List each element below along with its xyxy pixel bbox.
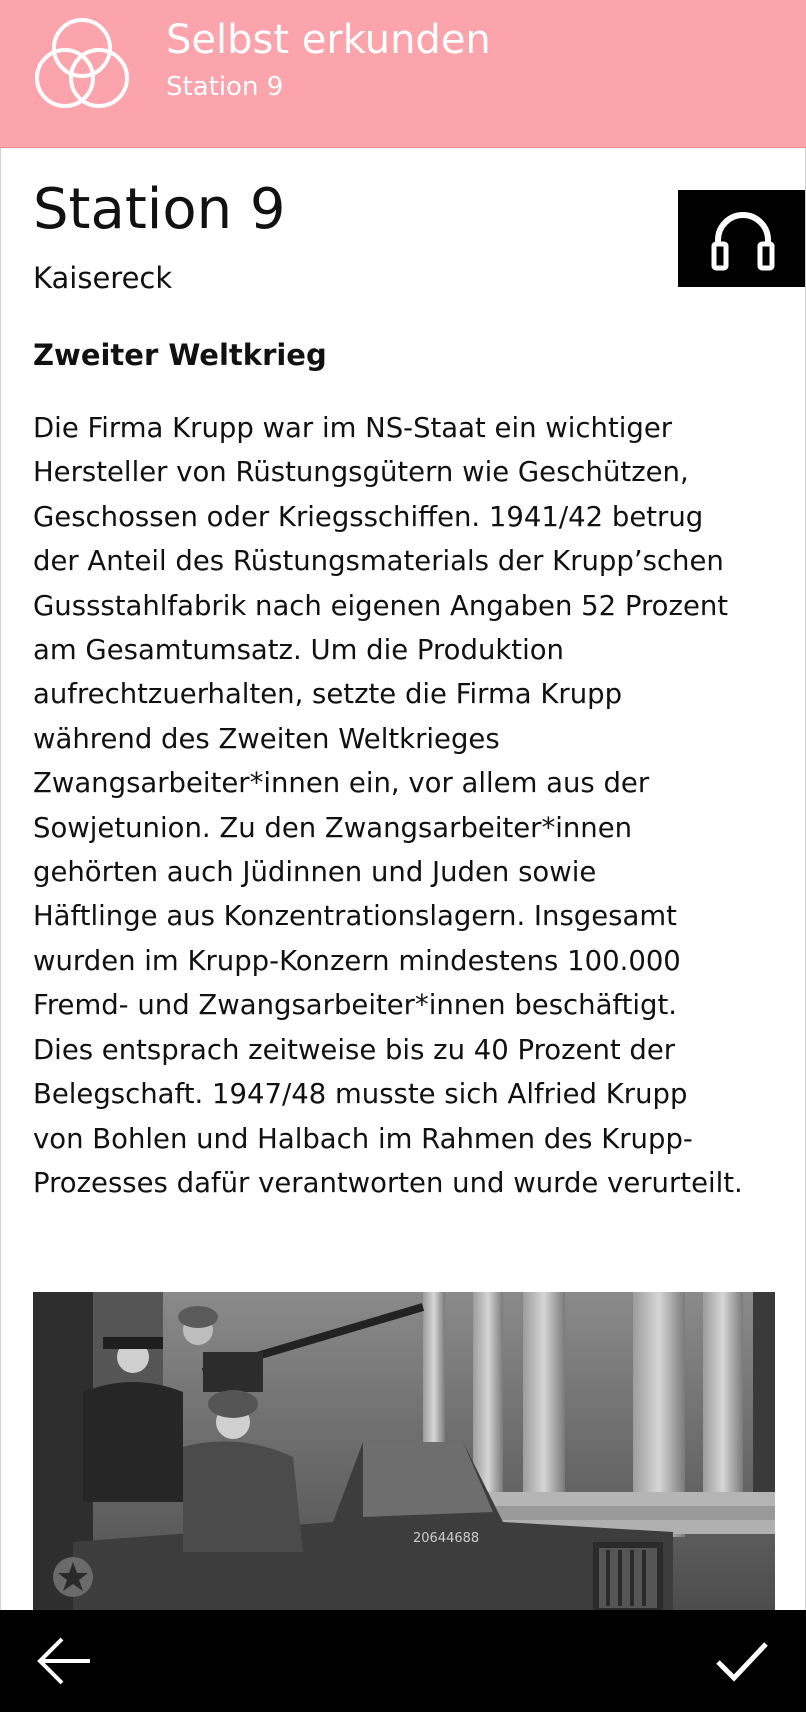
- station-content[interactable]: [0, 148, 806, 1610]
- audio-guide-button[interactable]: [678, 190, 806, 287]
- body-line: während des Zweiten Weltkrieges: [33, 722, 500, 755]
- vehicle-number: 20644688: [413, 1531, 480, 1546]
- body-line: von Bohlen und Halbach im Rahmen des Krupp-: [33, 1122, 693, 1155]
- confirm-button[interactable]: [696, 1624, 786, 1698]
- bottom-navigation: [0, 1610, 806, 1712]
- body-line: Fremd- und Zwangsarbeiter*innen beschäftigt.: [33, 989, 678, 1022]
- historic-photo-illustration: [33, 1292, 775, 1610]
- three-circles-logo-icon: [26, 12, 138, 116]
- app-header: [0, 0, 806, 148]
- header-title: Selbst erkunden: [166, 17, 491, 63]
- body-line: Häftlinge aus Konzentrationslagern. Insgesamt: [33, 900, 677, 933]
- body-line: aufrechtzuerhalten, setzte die Firma Krupp: [33, 678, 623, 711]
- station-title: Station 9: [33, 177, 286, 242]
- section-heading: Zweiter Weltkrieg: [33, 338, 327, 372]
- body-line: Sowjetunion. Zu den Zwangsarbeiter*innen: [33, 811, 633, 844]
- body-line: Prozesses dafür verantworten und wurde verurteilt.: [33, 1166, 743, 1199]
- back-button[interactable]: [20, 1624, 110, 1698]
- checkmark-icon: [696, 1624, 786, 1698]
- body-line: Hersteller von Rüstungsgütern wie Geschützen,: [33, 456, 689, 489]
- body-line: gehörten auch Jüdinnen und Juden sowie: [33, 856, 597, 889]
- station-location: Kaisereck: [33, 261, 173, 295]
- body-line: Zwangsarbeiter*innen ein, vor allem aus der: [33, 767, 650, 800]
- body-line: wurden im Krupp-Konzern mindestens 100.000: [33, 944, 681, 977]
- body-line: Dies entsprach zeitweise bis zu 40 Prozent der: [33, 1033, 676, 1066]
- section-body-text: [33, 406, 781, 1205]
- body-line: Geschossen oder Kriegsschiffen. 1941/42 betrug: [33, 500, 704, 533]
- body-line: Die Firma Krupp war im NS-Staat ein wichtiger: [33, 412, 673, 444]
- body-line: Gussstahlfabrik nach eigenen Angaben 52 Prozent: [33, 589, 729, 622]
- body-line: Belegschaft. 1947/48 musste sich Alfried Krupp: [33, 1078, 688, 1111]
- historic-photo: [33, 1292, 775, 1610]
- body-line: am Gesamtumsatz. Um die Produktion: [33, 634, 564, 667]
- body-line: der Anteil des Rüstungsmaterials der Krupp’schen: [33, 545, 724, 578]
- header-subtitle: Station 9: [166, 72, 284, 102]
- arrow-left-icon: [20, 1624, 110, 1698]
- headphones-icon: [708, 204, 778, 274]
